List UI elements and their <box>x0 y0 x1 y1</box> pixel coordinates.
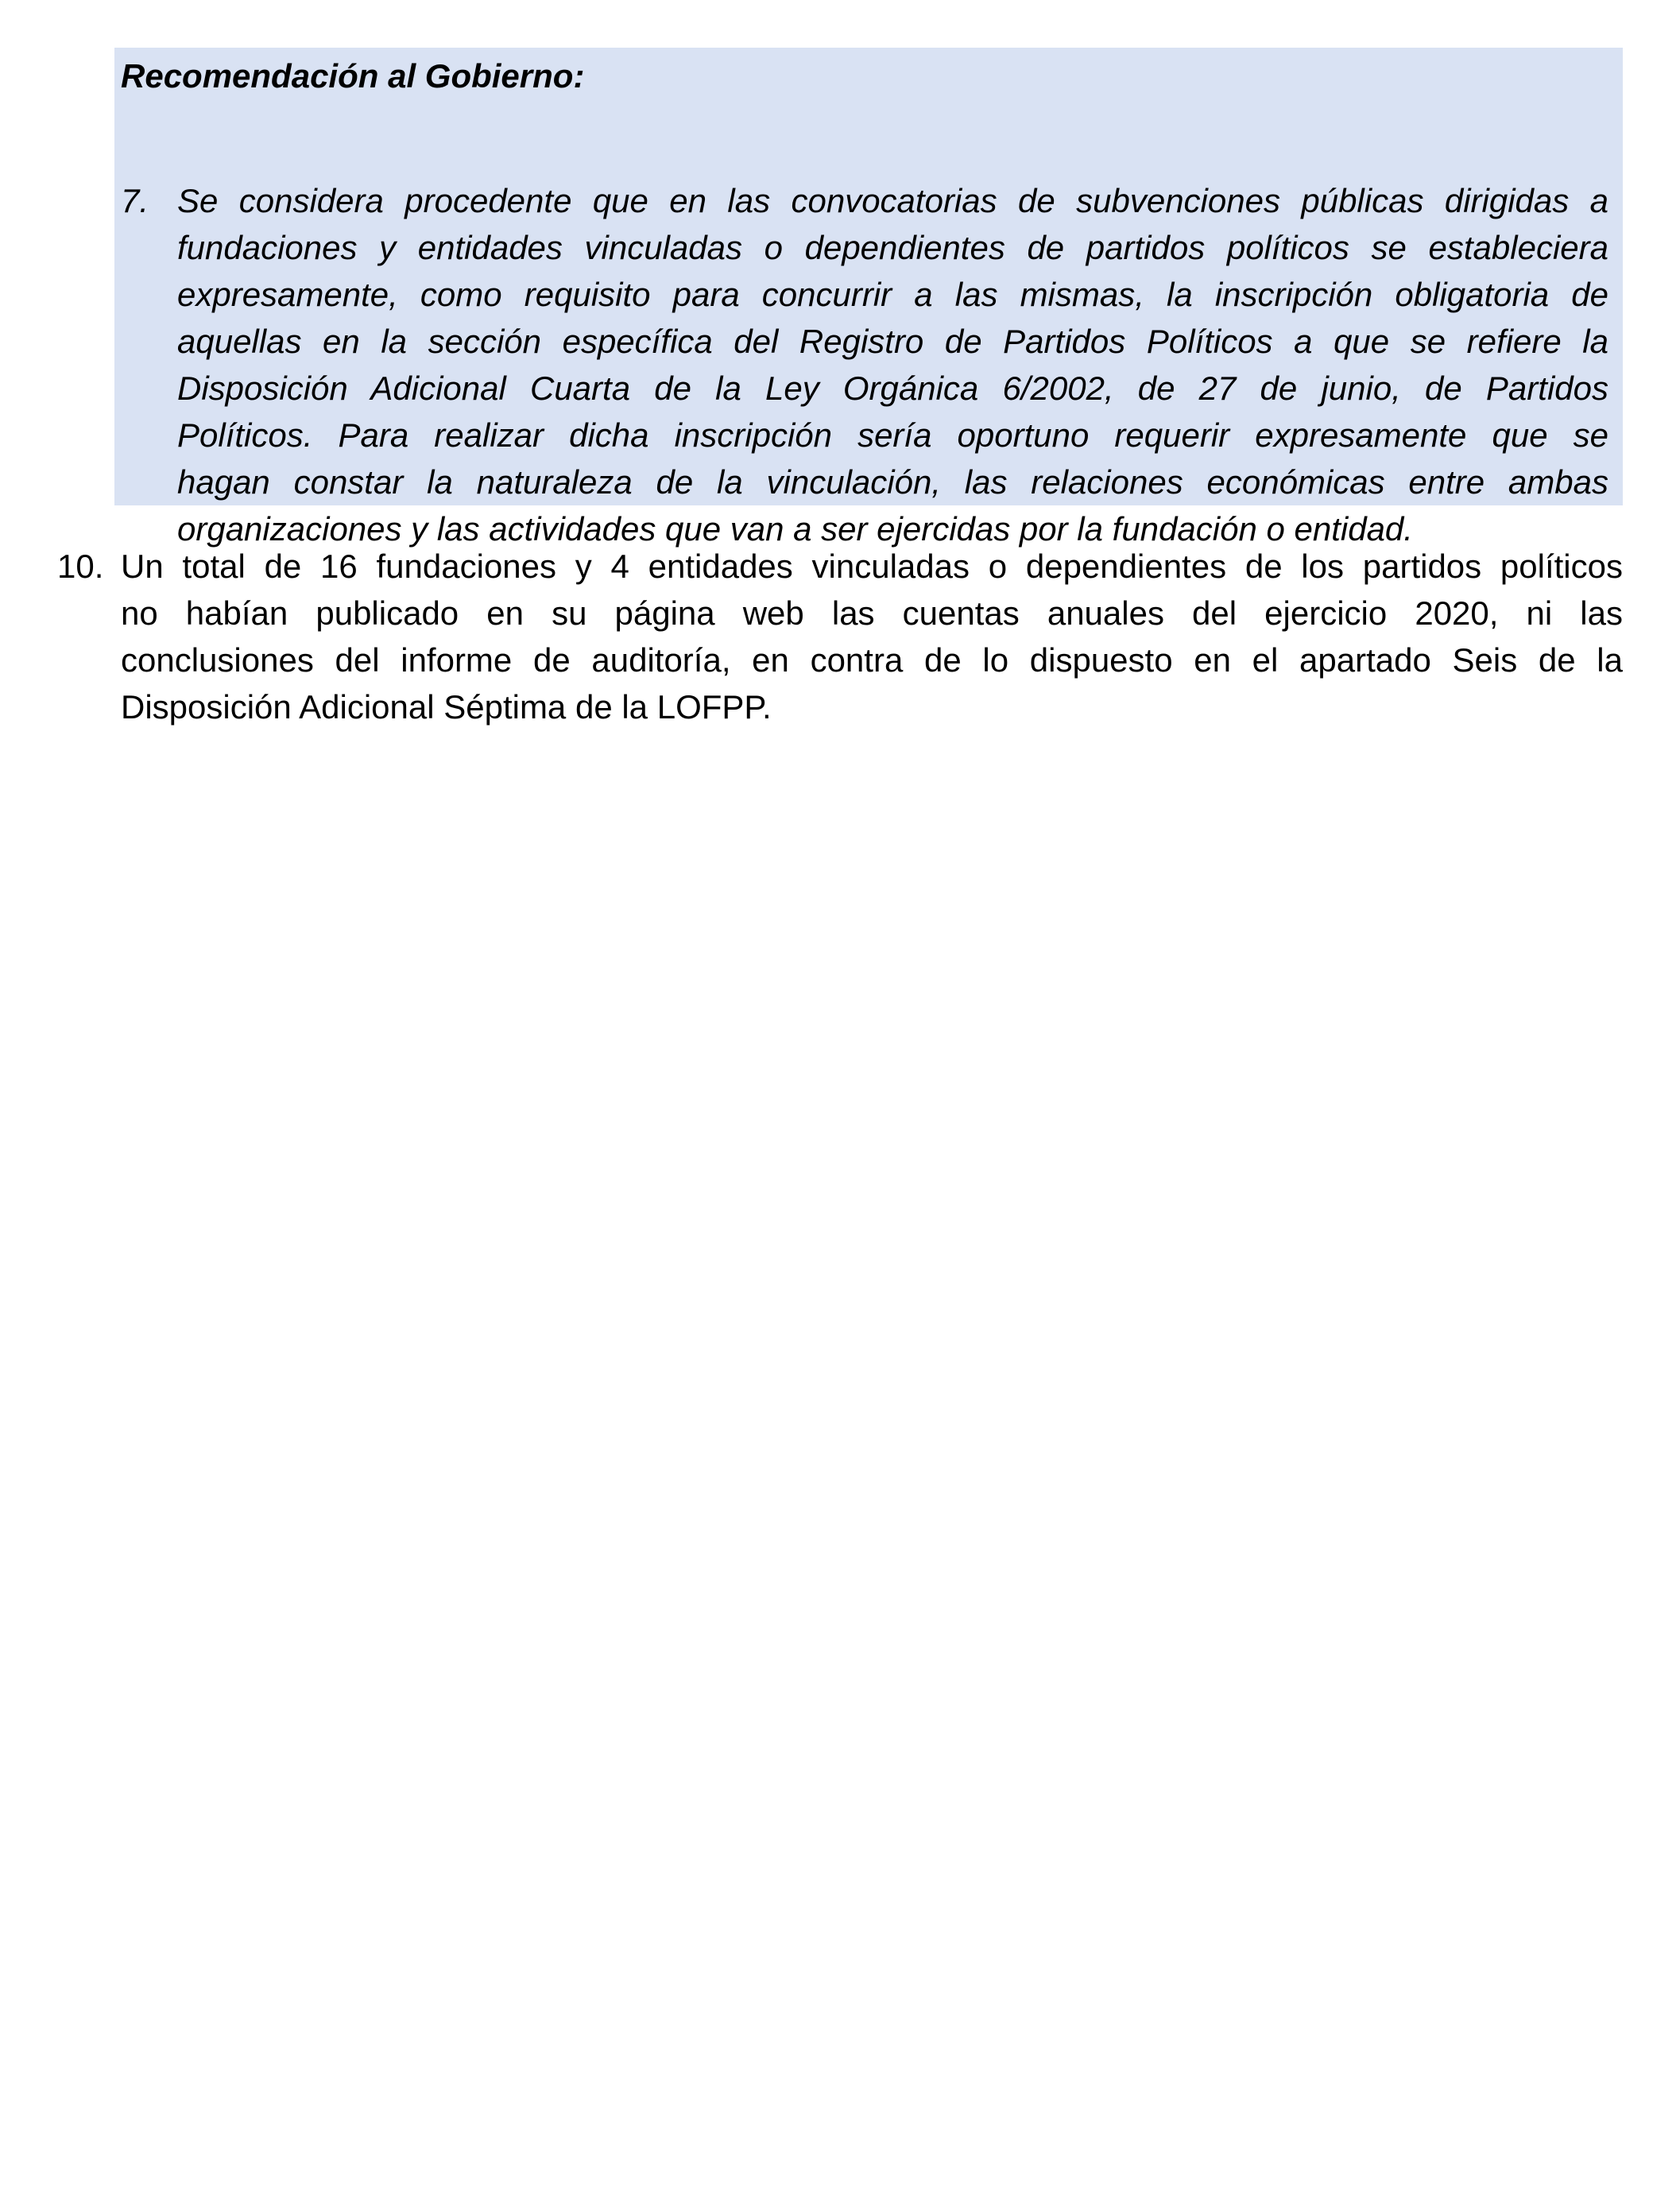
recommendation-line: expresamente, como requisito para concurrir a las mismas, la inscripción obligatoria de <box>177 276 1608 313</box>
paragraph-text <box>121 543 1623 730</box>
paragraph-line: no habían publicado en su página web las cuentas anuales del ejercicio 2020, ni las <box>121 594 1623 632</box>
recommendation-line: aquellas en la sección específica del Registro de Partidos Políticos a que se refiere la <box>177 323 1608 360</box>
recommendation-line: Disposición Adicional Cuarta de la Ley Orgánica 6/2002, de 27 de junio, de Partidos <box>177 370 1608 407</box>
recommendation-line: organizaciones y las actividades que van a ser ejercidas por la fundación o entidad. <box>177 510 1413 548</box>
recommendation-box <box>114 48 1623 548</box>
recommendation-line: fundaciones y entidades vinculadas o dependientes de partidos políticos se estableciera <box>177 229 1608 266</box>
paragraph-line: conclusiones del informe de auditoría, en contra de lo dispuesto en el apartado Seis de la <box>121 641 1623 679</box>
recommendation-line: Políticos. Para realizar dicha inscripción sería oportuno requerir expresamente que se <box>177 416 1608 454</box>
recommendation-heading: Recomendación al Gobierno: <box>121 57 585 95</box>
recommendation-line: hagan constar la naturaleza de la vinculación, las relaciones económicas entre ambas <box>177 463 1608 501</box>
recommendation-line: Se considera procedente que en las convocatorias de subvenciones públicas dirigidas a <box>177 182 1608 219</box>
paragraph-number: 10. <box>57 548 104 585</box>
paragraph-line: Disposición Adicional Séptima de la LOFPP. <box>121 688 772 726</box>
paragraph-line: Un total de 16 fundaciones y 4 entidades vinculadas o dependientes de los partidos políticos <box>121 548 1623 585</box>
recommendation-item-number: 7. <box>121 182 149 219</box>
recommendation-item-text <box>177 177 1608 552</box>
